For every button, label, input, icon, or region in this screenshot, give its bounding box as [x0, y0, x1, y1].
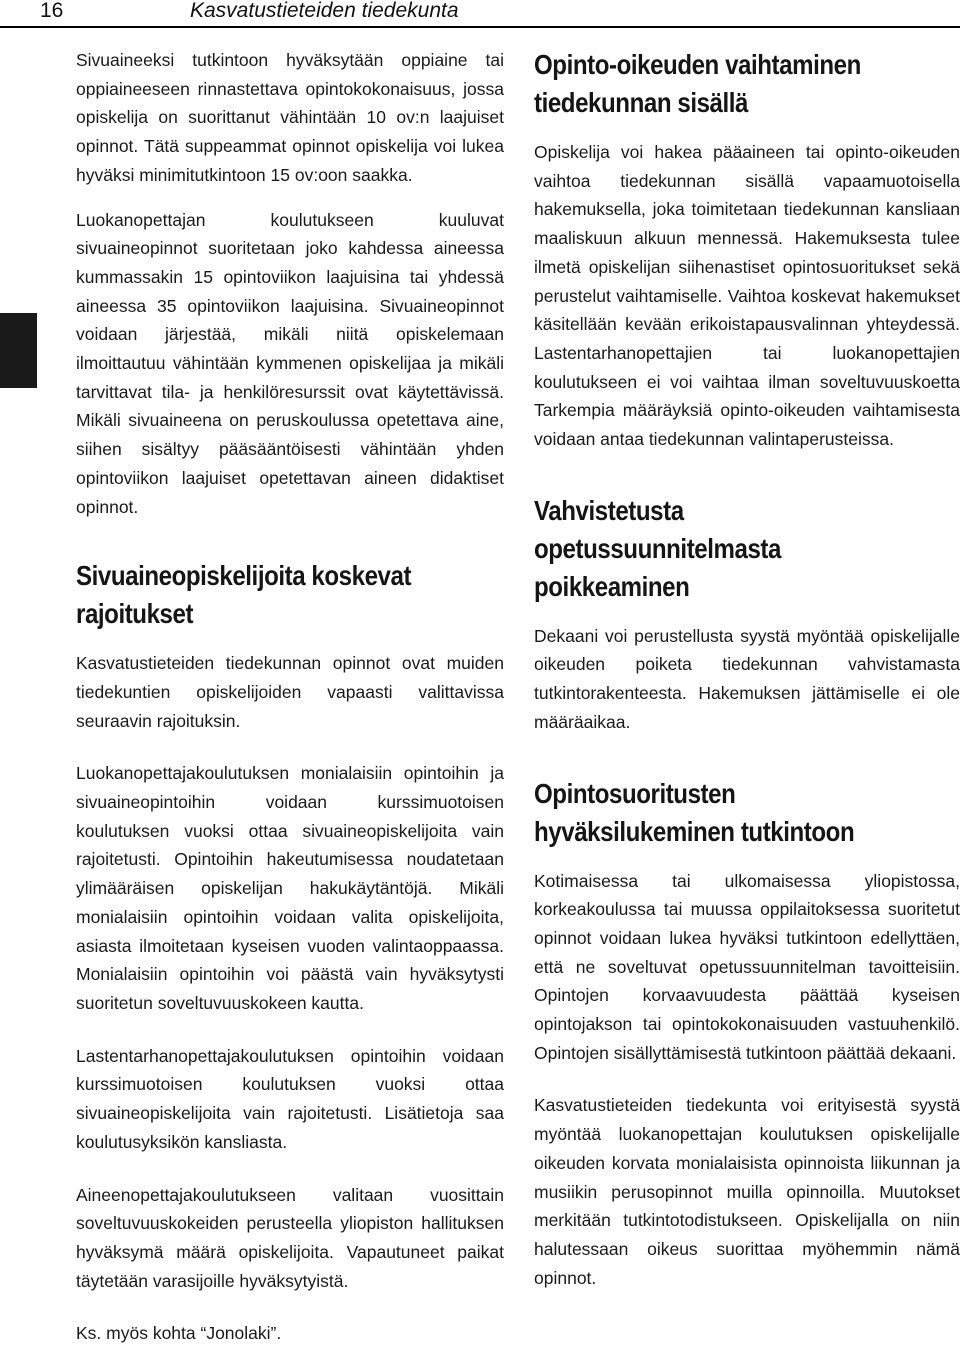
heading-sivuaine-restrictions [76, 557, 444, 633]
paragraph-opinto-oikeus-change: Opiskelija voi hakea pääaineen tai opinto-oikeuden vaihtoa tiedekunnan sisällä vapaamuotoisella hakemuksella, joka toimitetaan tiedekunnan kansliaan maaliskuun alkuun mennessä. Hakemuksesta tulee ilmetä opiskelijan siihenastiset opintosuoritukset sekä perustelut vaihtamiselle. Vaihtoa koskevat hakemukset käsitellään kevään erikoistapausvalinnan yhteydessä. Lastentarhanopettajien tai luokanopettajien koulutukseen ei voi vaihtaa ilman soveltuvuuskoetta Tarkempia määräyksiä opinto-oikeuden vaihtamisesta voidaan antaa tiedekunnan valintaperusteissa. [534, 142, 960, 450]
heading-line: poikkeaminen [534, 570, 690, 602]
paragraph-restrictions-intro: Kasvatustieteiden tiedekunnan opinnot ovat muiden tiedekuntien opiskelijoiden vapaasti valittavissa seuraavin rajoituksin. [76, 653, 504, 731]
paragraph-luokanopettaja-restrictions: Luokanopettajakoulutuksen monialaisiin opintoihin ja sivuaineopintoihin voidaan kurssimuotoisen koulutuksen vuoksi ottaa sivuaineopiskelijoita vain rajoitetusti. Opintoihin hakeutumisessa noudatetaan ylimääräisen opiskelijan hakukäytäntöjä. Mikäli monialaisiin opintoihin voidaan valita opiskelijoita, asiasta ilmoitetaan kyseisen vuoden valintaoppaassa. Monialaisiin opintoihin voi päästä vain hyväksytysti suoritetun soveltuvuuskokeen kautta. [76, 763, 504, 1013]
paragraph-lastentarhanopettaja-restrictions: Lastentarhanopettajakoulutuksen opintoihin voidaan kurssimuotoisen koulutuksen vuoksi ottaa sivuaineopiskelijoita vain rajoitetusti. Lisätietoja saa koulutusyksikön kansliasta. [76, 1045, 504, 1152]
page-header [0, 0, 960, 28]
section-thumb-tab [0, 313, 37, 388]
right-column [534, 46, 960, 1292]
heading-opinto-oikeus-change [534, 46, 900, 122]
heading-credit-transfer [534, 775, 900, 851]
heading-line: Vahvistetusta [534, 494, 684, 526]
heading-line: opetussuunnitelmasta [534, 532, 781, 564]
paragraph-see-also: Ks. myös kohta “Jonolaki”. [76, 1323, 282, 1344]
page-number: 16 [40, 0, 64, 22]
heading-curriculum-deviation [534, 492, 900, 606]
heading-line: Opinto-oikeuden vaihtaminen [534, 49, 861, 80]
paragraph-luokanopettaja-sivuaine: Luokanopettajan koulutukseen kuuluvat sivuaineopinnot suoritetaan joko kahdessa aineessa kummassakin 15 opintoviikon laajuisina tai yhdessä aineessa 35 opintoviikon laajuisina. Sivuaineopinnot voidaan järjestää, mikäli niitä opiskelemaan ilmoittautuu vähintään kymmenen opiskelijaa ja mikäli tarvittavat tila- ja henkilöresurssit ovat käytettävissä. Mikäli sivuaineena on peruskoulussa opetettava aine, siihen sisältyy pääsääntöisesti vähintään yhden opintoviikon laajuiset opetettavan aineen didaktiset opinnot. [76, 209, 504, 517]
heading-line: Opintosuoritusten [534, 777, 736, 809]
paragraph-aineenopettaja-restrictions: Aineenopettajakoulutukseen valitaan vuosittain soveltuvuuskokeiden perusteella yliopiston hallituksen hyväksymä määrä opiskelijoita. Vapautuneet paikat täytetään varasijoille hyväksytyistä. [76, 1184, 504, 1291]
heading-line: Sivuaineopiskelijoita koskevat [76, 560, 412, 592]
paragraph-credit-transfer: Kotimaisessa tai ulkomaisessa yliopistossa, korkeakoulussa tai muussa oppilaitoksessa suoritetut opinnot voidaan lukea hyväksi tutkintoon edellyttäen, että ne soveltuvat opetussuunnitelman tavoitteisiin. Opintojen korvaavuudesta päättää kyseisen opintojakson tai opintokokonaisuuden vastuuhenkilö. Opintojen sisällyttämisestä tutkintoon päättää dekaani. [534, 870, 960, 1063]
paragraph-curriculum-deviation: Dekaani voi perustellusta syystä myöntää opiskelijalle oikeuden poiketa tiedekunnan vahvistamasta tutkintorakenteesta. Hakemuksen jättämiselle ei ole määräaikaa. [534, 625, 960, 732]
heading-line: tiedekunnan sisällä [534, 87, 748, 118]
heading-line: hyväksilukeminen tutkintoon [534, 815, 855, 847]
paragraph-sivuaine-requirements: Sivuaineeksi tutkintoon hyväksytään oppiaine tai oppiaineeseen rinnastettava opintokokonaisuus, jossa opiskelija on suorittanut vähintään 10 ov:n laajuiset opinnot. Tätä suppeammat opinnot opiskelija voi lukea hyväksi minimitutkintoon 15 ov:oon saakka. [76, 50, 504, 185]
paragraph-special-replacement: Kasvatustieteiden tiedekunta voi erityisestä syystä myöntää luokanopettajan koulutuksen opiskelijalle oikeuden korvata monialaisista opinnoista liikunnan ja musiikin perusopinnot muilla opinnoilla. Muutokset merkitään tutkintotodistukseen. Opiskelijalla on niin halutessaan oikeus suorittaa myöhemmin nämä opinnot. [534, 1095, 960, 1288]
left-column [76, 46, 504, 1348]
running-title: Kasvatustieteiden tiedekunta [190, 0, 459, 22]
heading-line: rajoitukset [76, 598, 194, 630]
